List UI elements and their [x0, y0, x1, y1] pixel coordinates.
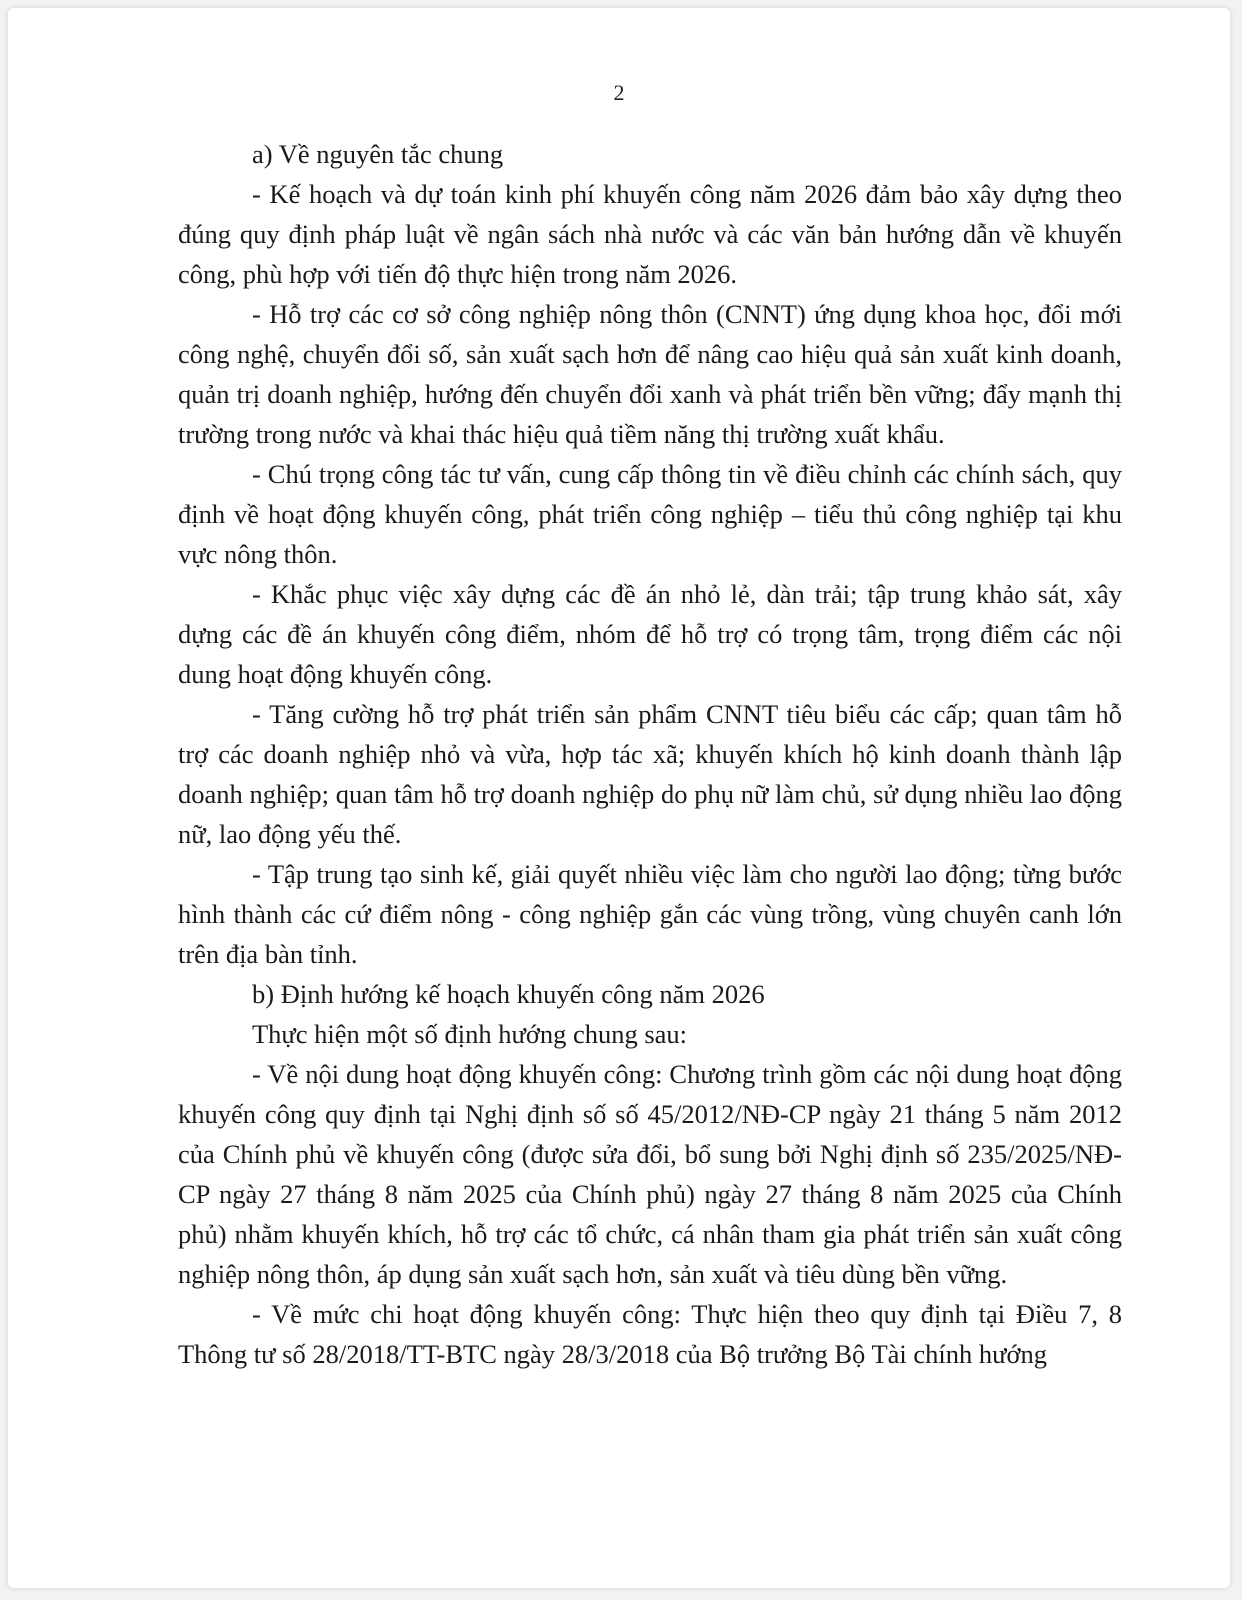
section-heading-b: b) Định hướng kế hoạch khuyến công năm 2026	[252, 979, 765, 1009]
paragraph: - Tăng cường hỗ trợ phát triển sản phẩm CNNT tiêu biểu các cấp; quan tâm hỗ trợ các doanh nghiệp nhỏ và vừa, hợp tác xã; khuyến khích hộ kinh doanh thành lập doanh nghiệp; quan tâm hỗ trợ doanh nghiệp do phụ nữ làm chủ, sử dụng nhiều lao động nữ, lao động yếu thế.	[178, 699, 1122, 849]
page-number: 2	[613, 80, 625, 105]
document-body	[178, 134, 1122, 1374]
paragraph: - Khắc phục việc xây dựng các đề án nhỏ lẻ, dàn trải; tập trung khảo sát, xây dựng các đề án khuyến công điểm, nhóm để hỗ trợ có trọng tâm, trọng điểm các nội dung hoạt động khuyến công.	[178, 579, 1122, 689]
document-page	[8, 8, 1230, 1588]
paragraph: - Kế hoạch và dự toán kinh phí khuyến công năm 2026 đảm bảo xây dựng theo đúng quy định pháp luật về ngân sách nhà nước và các văn bản hướng dẫn về khuyến công, phù hợp với tiến độ thực hiện trong năm 2026.	[178, 179, 1122, 289]
paragraph: - Về mức chi hoạt động khuyến công: Thực hiện theo quy định tại Điều 7, 8 Thông tư số 28/2018/TT-BTC ngày 28/3/2018 của Bộ trưởng Bộ Tài chính hướng	[178, 1299, 1122, 1369]
paragraph: Thực hiện một số định hướng chung sau:	[252, 1019, 688, 1049]
section-heading-a: a) Về nguyên tắc chung	[252, 139, 504, 169]
paragraph: - Về nội dung hoạt động khuyến công: Chương trình gồm các nội dung hoạt động khuyến công quy định tại Nghị định số số 45/2012/NĐ-CP ngày 21 tháng 5 năm 2012 của Chính phủ về khuyến công (được sửa đổi, bổ sung bởi Nghị định số 235/2025/NĐ-CP ngày 27 tháng 8 năm 2025 của Chính phủ) ngày 27 tháng 8 năm 2025 của Chính phủ) nhằm khuyến khích, hỗ trợ các tổ chức, cá nhân tham gia phát triển sản xuất công nghiệp nông thôn, áp dụng sản xuất sạch hơn, sản xuất và tiêu dùng bền vững.	[178, 1059, 1122, 1289]
paragraph: - Tập trung tạo sinh kế, giải quyết nhiều việc làm cho người lao động; từng bước hình thành các cứ điểm nông - công nghiệp gắn các vùng trồng, vùng chuyên canh lớn trên địa bàn tỉnh.	[178, 859, 1122, 969]
paragraph: - Hỗ trợ các cơ sở công nghiệp nông thôn (CNNT) ứng dụng khoa học, đổi mới công nghệ, chuyển đổi số, sản xuất sạch hơn để nâng cao hiệu quả sản xuất kinh doanh, quản trị doanh nghiệp, hướng đến chuyển đổi xanh và phát triển bền vững; đẩy mạnh thị trường trong nước và khai thác hiệu quả tiềm năng thị trường xuất khẩu.	[178, 299, 1122, 449]
paragraph: - Chú trọng công tác tư vấn, cung cấp thông tin về điều chỉnh các chính sách, quy định về hoạt động khuyến công, phát triển công nghiệp – tiểu thủ công nghiệp tại khu vực nông thôn.	[178, 459, 1122, 569]
